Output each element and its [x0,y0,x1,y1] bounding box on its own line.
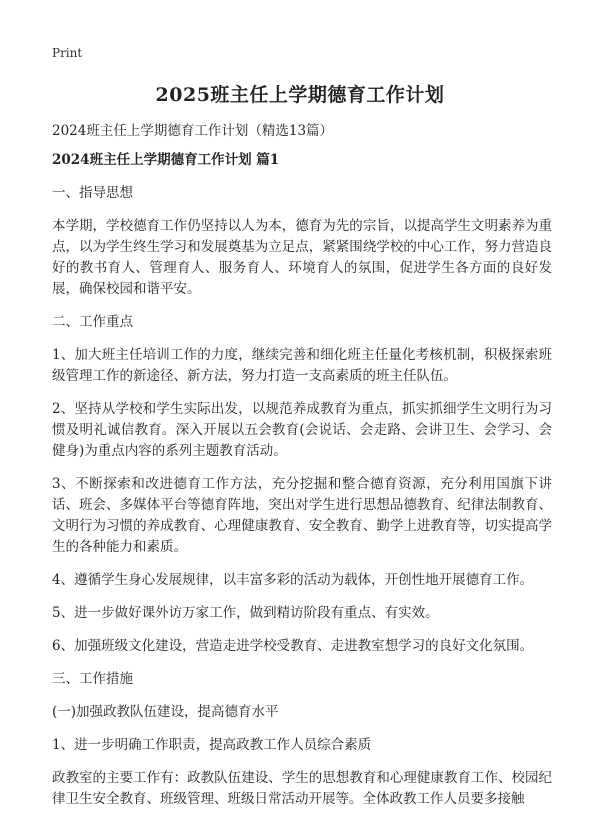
document-title: 2025班主任上学期德育工作计划 [155,84,445,106]
paragraph-focus-2: 2、坚持从学校和学生实际出发，以规范养成教育为重点，抓实抓细学生文明行为习惯及明礼诚信教育。深入开展以五会教育(会说话、会走路、会讲卫生、会学习、会健身)为重点内容的系列主题教育活动。 [52,401,552,459]
heading-work-focus: 二、工作重点 [52,314,133,330]
heading-guiding-thought: 一、指导思想 [52,185,133,201]
document-subtitle: 2024班主任上学期德育工作计划（精选13篇） [52,123,334,139]
heading-work-measures: 三、工作措施 [52,671,133,687]
paragraph-focus-3: 3、不断探索和改进德育工作方法，充分挖掘和整合德育资源，充分利用国旗下讲话、班会、多媒体平台等德育阵地，突出对学生进行思想品德教育、纪律法制教育、文明行为习惯的养成教育、心理健康教育、安全教育、勤学上进教育等，切实提高学生的各种能力和素质。 [52,476,552,555]
document-body [52,150,552,822]
heading-measures-sub1: (一)加强政教队伍建设，提高德育水平 [52,704,279,720]
paragraph-focus-1: 1、加大班主任培训工作的力度，继续完善和细化班主任量化考核机制，积极探索班级管理工作的新途径、新方法，努力打造一支高素质的班主任队伍。 [52,347,552,384]
paragraph-measures: 政教室的主要工作有：政教队伍建设、学生的思想教育和心理健康教育工作、校园纪律卫生安全教育、班级管理、班级日常活动开展等。全体政教工作人员要多接触 [52,770,552,807]
paragraph-focus-5: 5、进一步做好课外访万家工作，做到精访阶段有重点、有实效。 [52,605,439,621]
paragraph-focus-4: 4、遵循学生身心发展规律，以丰富多彩的活动为载体，开创性地开展德育工作。 [52,572,534,588]
heading-measures-item1: 1、进一步明确工作职责，提高政教工作人员综合素质 [52,737,372,753]
paragraph-guiding-thought: 本学期，学校德育工作仍坚持以人为本，德育为先的宗旨，以提高学生文明素养为重点，以为学生终生学习和发展奠基为立足点，紧紧围绕学校的中心工作，努力营造良好的教书育人、管理育人、服务育人、环境育人的氛围，促进学生各方面的良好发展，确保校园和谐平安。 [52,218,552,297]
paragraph-focus-6: 6、加强班级文化建设，营造走进学校受教育、走进教室想学习的良好文化氛围。 [52,638,534,654]
section-title: 2024班主任上学期德育工作计划 篇1 [52,152,280,168]
print-link[interactable]: Print [52,46,83,60]
